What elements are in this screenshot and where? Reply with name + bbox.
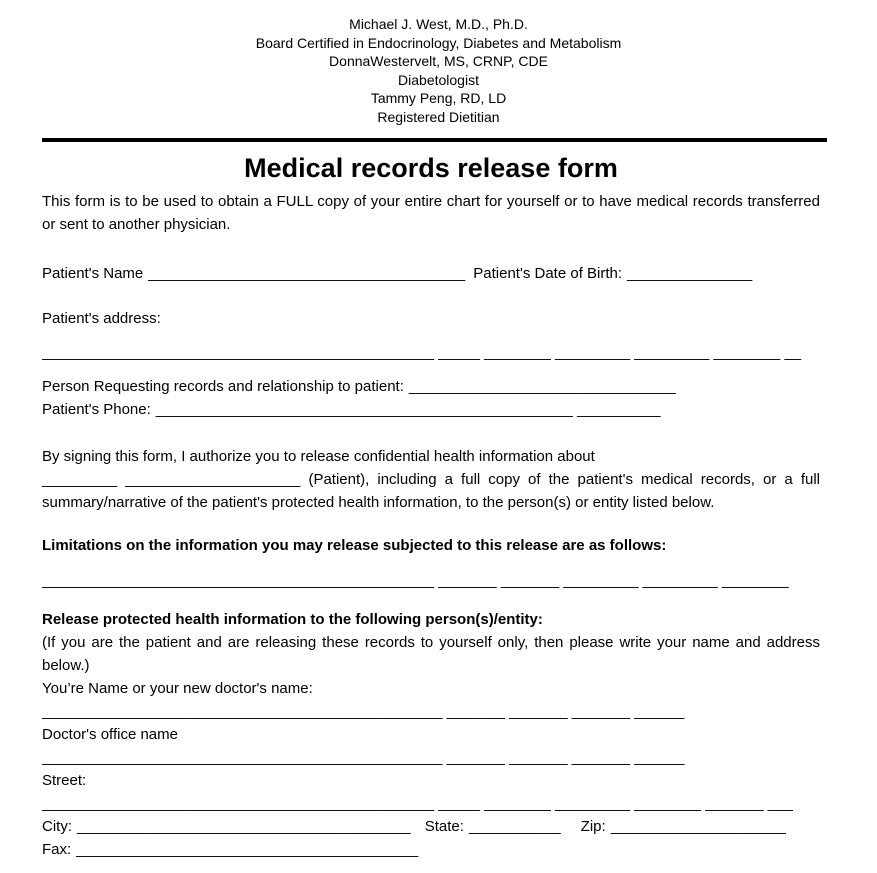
- phone-blank[interactable]: __________________________________________________ __________: [155, 400, 661, 418]
- release-note: (If you are the patient and are releasing these records to yourself only, then please write your name and address below.): [42, 633, 820, 674]
- letterhead-line: Board Certified in Endocrinology, Diabetes and Metabolism: [255, 34, 622, 51]
- limitations-blank[interactable]: _______________________________________________ _______ _______ _________ _________ ________: [42, 571, 789, 589]
- patient-name-label: Patient's Name: [42, 264, 144, 282]
- state-label: State:: [424, 817, 464, 835]
- zip-label: Zip:: [580, 817, 606, 835]
- phone-row: [42, 398, 820, 421]
- letterhead-line: Registered Dietitian: [377, 108, 500, 125]
- requestor-label: Person Requesting records and relationship to patient:: [42, 377, 404, 395]
- requestor-blank[interactable]: ________________________________: [408, 377, 676, 395]
- city-state-zip-row: [42, 815, 820, 838]
- state-blank[interactable]: ___________: [468, 817, 561, 835]
- page-title: Medical records release form: [244, 152, 618, 183]
- letterhead: [0, 0, 877, 127]
- city-label: City:: [42, 817, 72, 835]
- city-blank[interactable]: ________________________________________: [77, 817, 411, 835]
- street-blank[interactable]: _______________________________________________ _____ ________ _________ ________ _______ ___: [42, 794, 793, 812]
- your-name-blank[interactable]: ________________________________________________ _______ _______ _______ ______: [42, 702, 685, 720]
- dob-label: Patient's Date of Birth:: [473, 264, 623, 282]
- office-name-label: Doctor's office name: [42, 725, 178, 743]
- letterhead-line: DonnaWestervelt, MS, CRNP, CDE: [329, 53, 548, 70]
- letterhead-line: Diabetologist: [398, 71, 479, 88]
- authorization-line1: By signing this form, I authorize you to release confidential health information about: [42, 447, 595, 465]
- authorization-blank-1[interactable]: _________: [42, 470, 118, 488]
- phone-label: Patient's Phone:: [42, 400, 151, 418]
- patient-name-blank[interactable]: ______________________________________: [148, 264, 466, 282]
- requestor-row: [42, 375, 820, 398]
- patient-address-blank[interactable]: _______________________________________________ _____ ________ _________ _________ ________ __: [42, 343, 802, 361]
- fax-blank[interactable]: _________________________________________: [76, 840, 419, 858]
- letterhead-line: Michael J. West, M.D., Ph.D.: [349, 16, 528, 32]
- patient-address-label: Patient's address:: [42, 309, 161, 327]
- authorization-rest: (Patient), including a full copy of the patient's medical records, or a full summary/narrative of the patient's protected health information, to the person(s) or entity listed below.: [42, 470, 821, 511]
- letterhead-line: Tammy Peng, RD, LD: [370, 90, 507, 107]
- dob-blank[interactable]: _______________: [627, 264, 753, 282]
- your-name-label: You’re Name or your new doctor's name:: [42, 679, 313, 697]
- authorization-paragraph: [42, 445, 820, 514]
- form-body: [42, 151, 820, 861]
- street-label: Street:: [42, 771, 87, 789]
- patient-name-row: [42, 262, 820, 285]
- limitations-heading: Limitations on the information you may release subjected to this release are as follows:: [42, 536, 667, 554]
- authorization-blank-2[interactable]: _____________________: [125, 470, 301, 488]
- header-divider: [42, 138, 827, 142]
- zip-blank[interactable]: _____________________: [610, 817, 786, 835]
- fax-row: [42, 838, 820, 861]
- release-heading: Release protected health information to the following person(s)/entity:: [42, 610, 543, 628]
- fax-label: Fax:: [42, 840, 72, 858]
- intro-paragraph: This form is to be used to obtain a FULL copy of your entire chart for yourself or to have medical records transferred or sent to another physician.: [42, 192, 820, 233]
- office-name-blank[interactable]: ________________________________________________ _______ _______ _______ ______: [42, 748, 685, 766]
